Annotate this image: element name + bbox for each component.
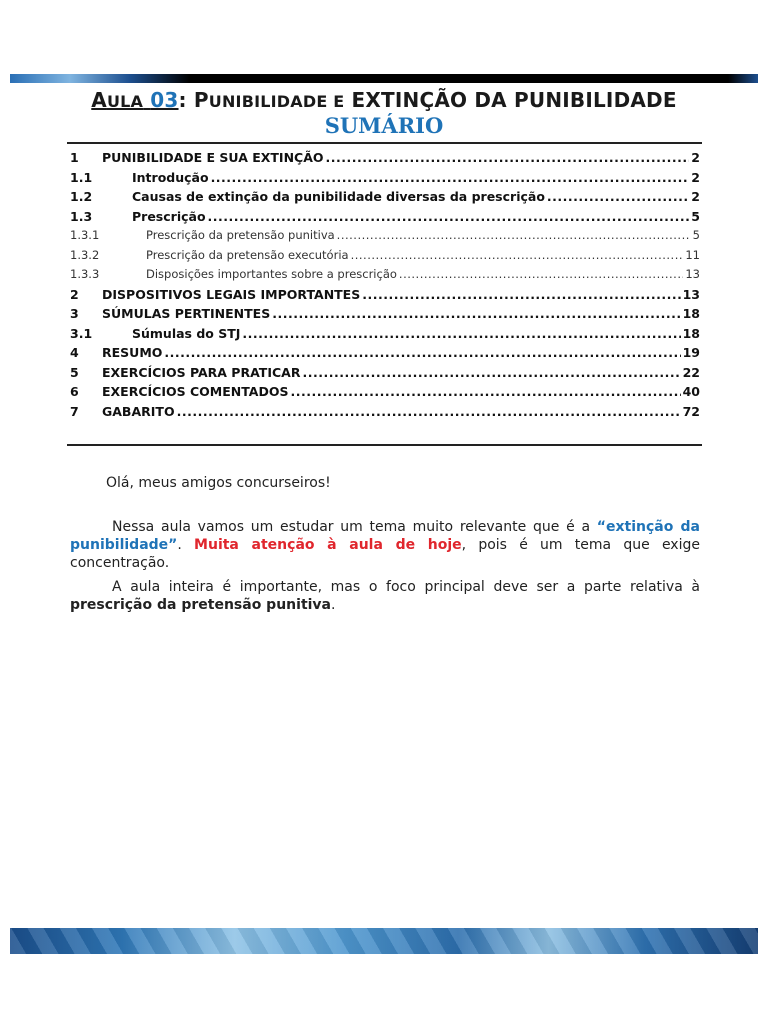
toc-entry[interactable] xyxy=(70,404,700,424)
toc-leader-dots xyxy=(362,287,680,302)
bottom-decorative-band xyxy=(10,928,758,954)
toc-entry-page: 22 xyxy=(682,364,700,380)
toc-leader-dots xyxy=(290,384,680,399)
toc-entry-number: 3.1 xyxy=(70,325,93,341)
toc-entry[interactable] xyxy=(70,326,700,346)
toc-entry[interactable] xyxy=(70,170,700,190)
toc-entry-page: 5 xyxy=(692,228,700,242)
toc-entry[interactable] xyxy=(70,150,700,170)
toc-entry[interactable] xyxy=(70,189,700,209)
toc-entry-page: 18 xyxy=(682,325,700,341)
toc-entry-title: Introdução xyxy=(132,169,209,185)
lesson-title: AULA 03: PUNIBILIDADE E EXTINÇÃO DA PUNIBILIDADE xyxy=(91,88,677,112)
toc-leader-dots xyxy=(242,326,680,341)
intro-paragraph: Nessa aula vamos um estudar um tema muito relevante que é a “extinção da punibilidade”. Muita atenção à aula de hoje, pois é um tema que exige concentração. xyxy=(70,519,700,571)
toc-entry-title: Disposições importantes sobre a prescrição xyxy=(146,267,397,281)
toc-leader-dots xyxy=(211,170,690,185)
toc-entry-page: 72 xyxy=(682,403,700,419)
toc-entry-number: 2 xyxy=(70,286,79,302)
toc-leader-dots xyxy=(177,404,681,419)
toc-entry-title: Prescrição xyxy=(132,208,206,224)
toc-entry-page: 18 xyxy=(682,306,700,321)
toc-entry-page: 40 xyxy=(682,384,700,399)
toc-entry-number: 7 xyxy=(70,403,79,419)
toc-entry[interactable] xyxy=(70,248,700,268)
table-of-contents xyxy=(70,150,700,423)
toc-leader-dots xyxy=(547,189,689,204)
toc-entry-title: Súmulas do STJ xyxy=(132,325,241,341)
toc-entry[interactable] xyxy=(70,287,700,307)
toc-entry[interactable] xyxy=(70,209,700,229)
toc-entry-title: Prescrição da pretensão punitiva xyxy=(146,228,335,242)
focus-topic: prescrição da pretensão punitiva xyxy=(70,597,332,613)
toc-entry-page: 2 xyxy=(691,169,700,185)
toc-leader-dots xyxy=(208,209,690,224)
toc-entry-page: 5 xyxy=(691,208,700,224)
toc-entry-title: DISPOSITIVOS LEGAIS IMPORTANTES xyxy=(102,286,361,302)
toc-entry-number: 5 xyxy=(70,364,79,380)
toc-leader-dots xyxy=(337,228,691,242)
greeting-text: Olá, meus amigos concurseiros! xyxy=(106,475,331,491)
toc-entry-page: 2 xyxy=(691,189,700,204)
toc-entry[interactable] xyxy=(70,365,700,385)
toc-entry-title: GABARITO xyxy=(102,403,175,419)
toc-entry[interactable] xyxy=(70,384,700,404)
focus-paragraph: A aula inteira é importante, mas o foco principal deve ser a parte relativa à prescrição da pretensão punitiva. xyxy=(70,579,700,613)
toc-entry-title: RESUMO xyxy=(102,345,163,360)
toc-entry-title: SÚMULAS PERTINENTES xyxy=(102,306,271,321)
toc-entry[interactable] xyxy=(70,345,700,365)
attention-callout: Muita atenção à aula de hoje xyxy=(194,537,462,553)
toc-entry-number: 1 xyxy=(70,150,79,165)
toc-entry-number: 1.3.3 xyxy=(70,267,100,281)
summary-heading: SUMÁRIO xyxy=(324,113,444,138)
toc-entry-title: Causas de extinção da punibilidade diversas da prescrição xyxy=(132,189,545,204)
toc-entry-number: 1.2 xyxy=(70,189,93,204)
toc-leader-dots xyxy=(272,306,680,321)
toc-entry[interactable] xyxy=(70,228,700,248)
toc-entry-title: EXERCÍCIOS COMENTADOS xyxy=(102,384,289,399)
toc-entry-number: 1.3.2 xyxy=(70,247,100,262)
highlight-topic: “extinção da punibilidade” xyxy=(70,519,700,553)
toc-entry-page: 2 xyxy=(691,150,700,165)
toc-entry-page: 11 xyxy=(685,247,700,262)
toc-entry-page: 19 xyxy=(682,345,700,360)
toc-entry-title: EXERCÍCIOS PARA PRATICAR xyxy=(102,364,301,380)
toc-entry-title: Prescrição da pretensão executória xyxy=(146,247,349,262)
toc-entry-number: 6 xyxy=(70,384,79,399)
toc-entry-page: 13 xyxy=(682,286,700,302)
toc-entry-number: 3 xyxy=(70,306,79,321)
toc-leader-dots xyxy=(302,365,680,380)
toc-entry-number: 1.3 xyxy=(70,208,93,224)
toc-entry-page: 13 xyxy=(685,267,700,281)
toc-entry[interactable] xyxy=(70,267,700,287)
toc-entry-title: PUNIBILIDADE E SUA EXTINÇÃO xyxy=(102,150,324,165)
toc-entry-number: 1.3.1 xyxy=(70,228,100,242)
toc-leader-dots xyxy=(351,248,684,262)
top-decorative-bar xyxy=(10,74,758,83)
toc-entry[interactable] xyxy=(70,306,700,326)
toc-leader-dots xyxy=(164,345,680,360)
toc-top-rule xyxy=(67,142,702,144)
toc-bottom-rule xyxy=(67,444,702,446)
toc-leader-dots xyxy=(399,267,683,281)
toc-entry-number: 4 xyxy=(70,345,79,360)
toc-leader-dots xyxy=(326,150,690,165)
toc-entry-number: 1.1 xyxy=(70,169,93,185)
